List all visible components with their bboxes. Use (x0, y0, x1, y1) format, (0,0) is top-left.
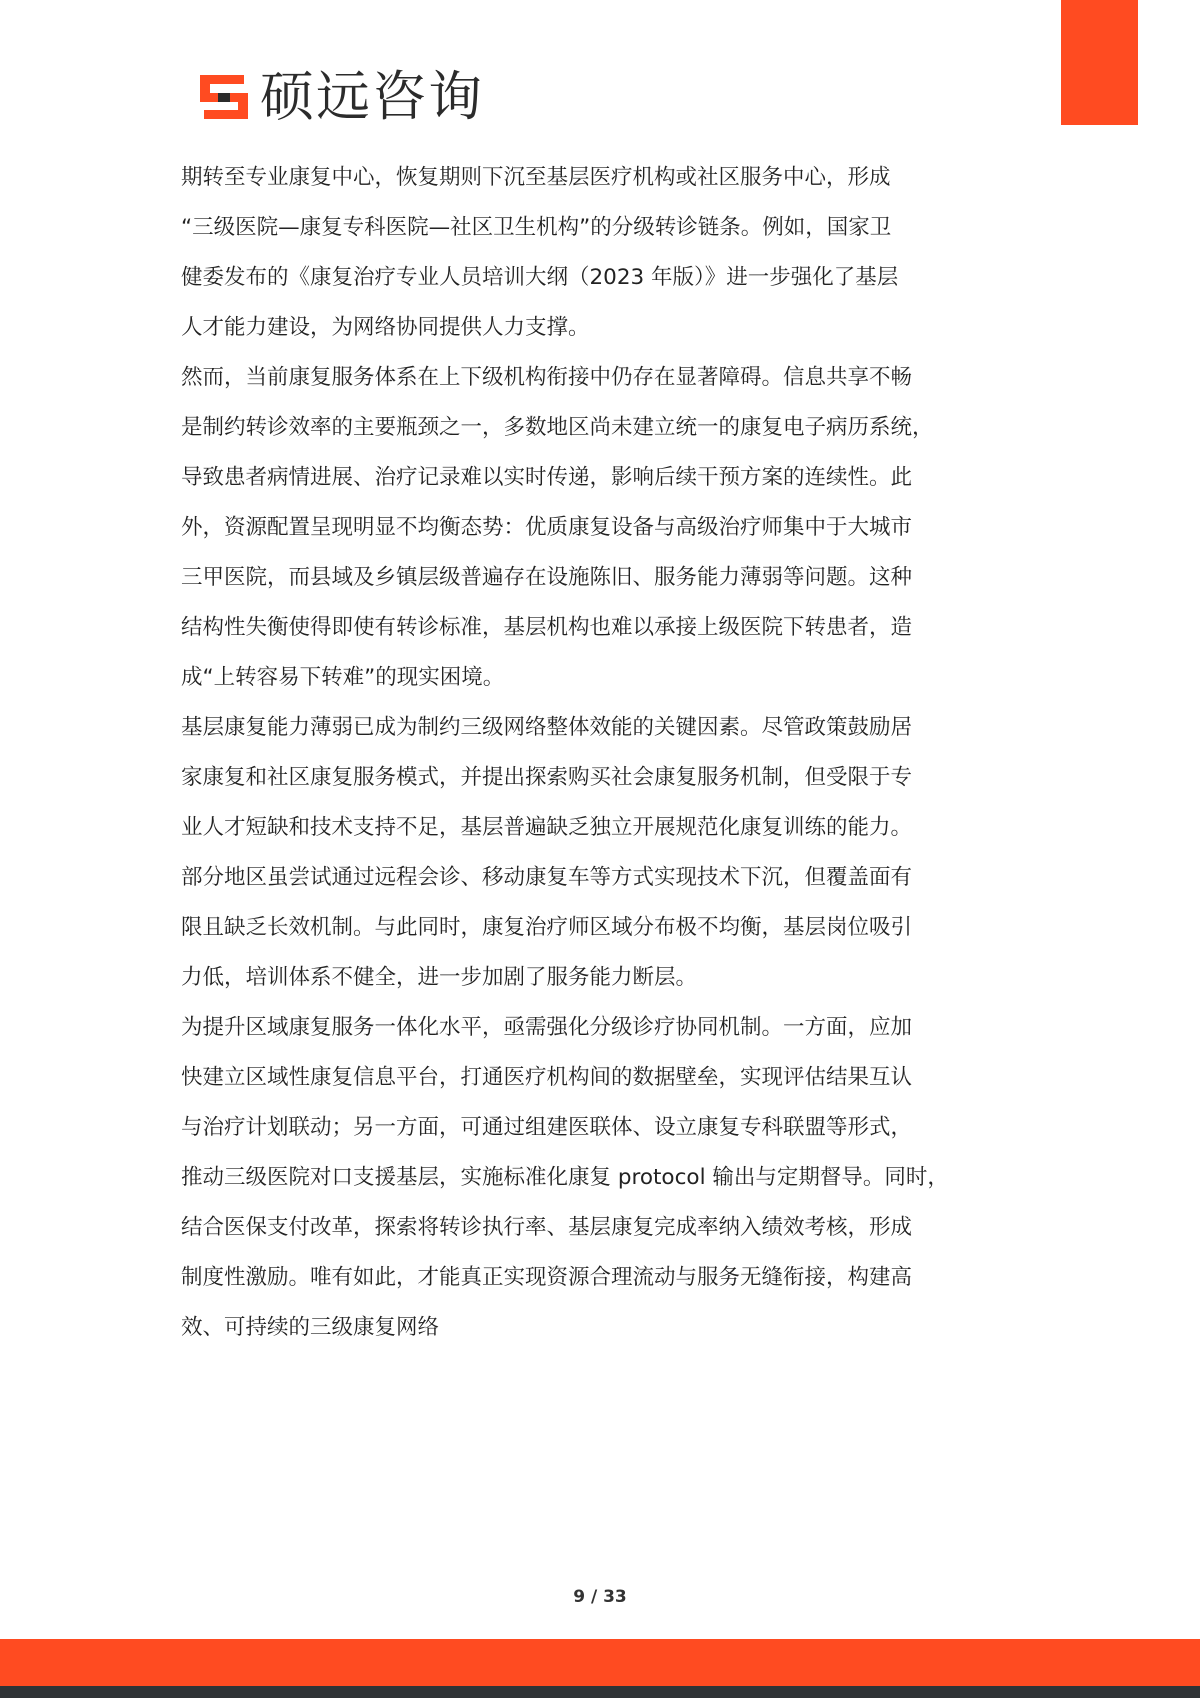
paragraph-coordination-measures: 为提升区域康复服务一体化水平，亟需强化分级诊疗协同机制。一方面，应加 快建立区域性康复信息平台，打通医疗机构间的数据壁垒，实现评估结果互认 与治疗计划联动；另一方面，可通过组建医联体、设立康复专科联盟等形式， 推动三级医院对口支援基层，实施标准化康复 protocol 输出与定期督导。同时， 结合医保支付改革，探索将转诊执行率、基层康复完成率纳入绩效考核，形成 制度性激励。唯有如此，才能真正实现资源合理流动与服务无缝衔接，构建高 效、可持续的三级康复网络 (181, 1015, 949, 1340)
footer-accent-bar (0, 1639, 1200, 1686)
brand-logo-icon (196, 71, 252, 123)
document-body (181, 153, 1041, 1353)
brand-logo (196, 66, 484, 128)
page-number: 9 / 33 (573, 1587, 627, 1607)
footer-dark-strip (0, 1686, 1200, 1698)
paragraph-referral-chain: 期转至专业康复中心，恢复期则下沉至基层医疗机构或社区服务中心，形成 “三级医院—康复专科医院—社区卫生机构”的分级转诊链条。例如，国家卫 健委发布的《康复治疗专业人员培训大纲（2023 年版）》进一步强化了基层 人才能力建设，为网络协同提供人力支撑。 (181, 165, 899, 340)
paragraph-grassroots-capacity: 基层康复能力薄弱已成为制约三级网络整体效能的关键因素。尽管政策鼓励居 家康复和社区康复服务模式，并提出探索购买社会康复服务机制，但受限于专 业人才短缺和技术支持不足，基层普遍缺乏独立开展规范化康复训练的能力。 部分地区虽尝试通过远程会诊、移动康复车等方式实现技术下沉，但覆盖面有 限且缺乏长效机制。与此同时，康复治疗师区域分布极不均衡，基层岗位吸引 力低，培训体系不健全，进一步加剧了服务能力断层。 (181, 715, 913, 990)
brand-name: 硕远咨询 (260, 65, 484, 128)
paragraph-barriers: 然而，当前康复服务体系在上下级机构衔接中仍存在显著障碍。信息共享不畅 是制约转诊效率的主要瓶颈之一，多数地区尚未建立统一的康复电子病历系统， 导致患者病情进展、治疗记录难以实时传递，影响后续干预方案的连续性。此 外，资源配置呈现明显不均衡态势：优质康复设备与高级治疗师集中于大城市 三甲医院，而县域及乡镇层级普遍存在设施陈旧、服务能力薄弱等问题。这种 结构性失衡使得即使有转诊标准，基层机构也难以承接上级医院下转患者，造 成“上转容易下转难”的现实困境。 (181, 365, 934, 690)
corner-accent-tab (1061, 0, 1138, 125)
